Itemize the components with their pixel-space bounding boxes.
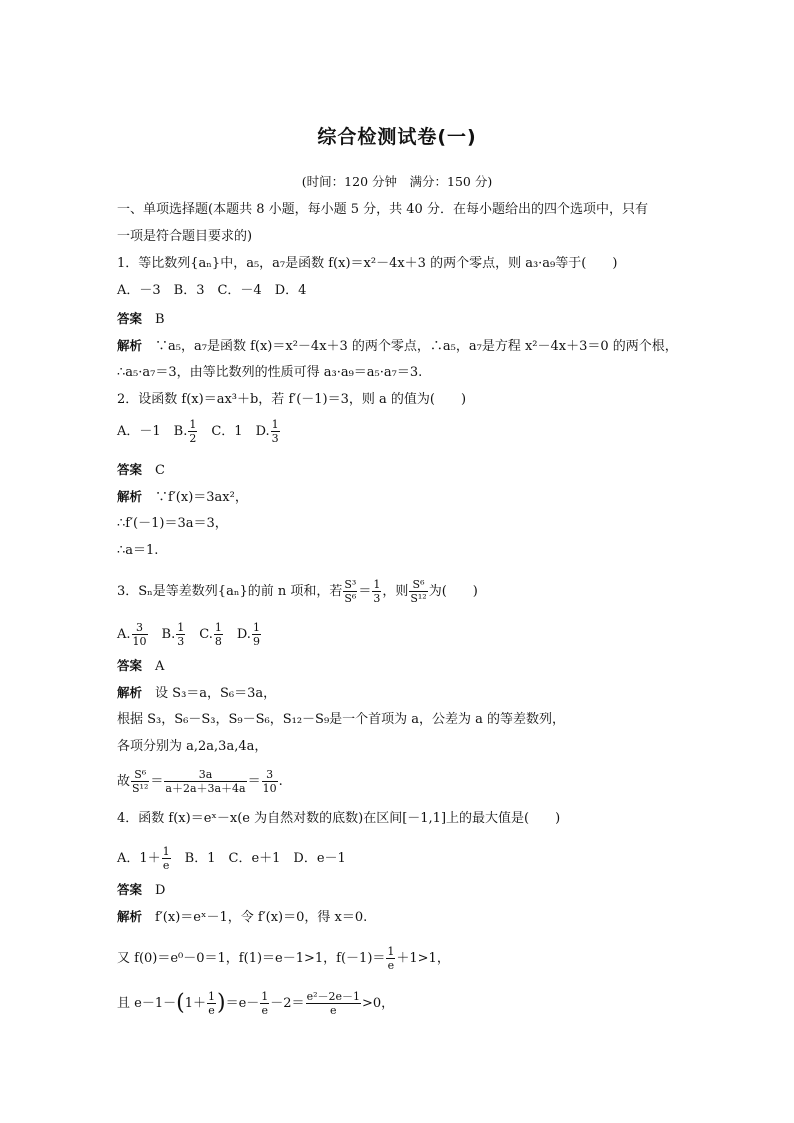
q3-stem-text: 为( ) [428, 584, 478, 599]
q4-solution-text-1: f′(x)＝eˣ－1，令 f′(x)＝0，得 x＝0. [155, 910, 368, 925]
fraction [176, 621, 185, 648]
answer-label: 答案 [117, 658, 143, 673]
q4-solution-text: ＝e－ [225, 996, 260, 1011]
q3-answer-line [117, 657, 164, 676]
q4-solution-line-1 [117, 908, 367, 927]
option-label: C. [186, 627, 213, 642]
denominator: e [261, 1004, 269, 1017]
q3-solution-line-2: 根据 S₃，S₆－S₃，S₉－S₆，S₁₂－S₉是一个首项为 a，公差为 a 的等差数列， [117, 712, 566, 727]
q4-solution-text: 且 e－1－ [117, 996, 177, 1011]
fraction [188, 418, 197, 445]
q2-answer: C [155, 463, 165, 478]
fraction [214, 621, 223, 648]
fraction [343, 578, 357, 605]
equals-sign: ＝ [358, 584, 372, 599]
denominator: e [162, 859, 170, 872]
denominator: S¹² [410, 592, 427, 605]
q2-solution-text-1: ∵f′(x)＝3ax²， [155, 490, 248, 505]
fraction [262, 768, 278, 795]
fraction [386, 945, 395, 972]
q3-solution-text: 故 [117, 774, 131, 789]
q4-stem: 4．函数 f(x)＝eˣ－x(e 为自然对数的底数)在区间[－1,1]上的最大值是( ) [117, 811, 561, 826]
q2-answer-line [117, 461, 165, 480]
q3-answer: A [155, 659, 165, 674]
q3-solution-text-1: 设 S₃＝a，S₆＝3a， [155, 686, 277, 701]
equals-sign: ＝ [247, 774, 261, 789]
numerator: 1 [189, 418, 197, 431]
numerator: 1 [373, 578, 381, 591]
q4-option-b-d: B．1 C．e＋1 D．e－1 [171, 851, 346, 866]
q2-option-c-d: C．1 D. [198, 424, 270, 439]
q1-options: A．－3 B．3 C．－4 D．4 [117, 283, 307, 298]
q2-solution-line-3: ∴a＝1. [117, 543, 159, 558]
numerator: 3 [132, 621, 148, 635]
right-paren: ) [216, 990, 226, 1016]
denominator: 8 [214, 635, 222, 648]
fraction [132, 621, 148, 648]
numerator: S⁶ [409, 578, 427, 592]
answer-label: 答案 [117, 311, 143, 326]
denominator: 3 [271, 432, 279, 445]
denominator: e [330, 1004, 337, 1017]
q4-solution-line-2 [117, 945, 450, 972]
q4-option-a: A．1＋ [117, 851, 161, 866]
numerator: 3a [164, 768, 246, 782]
numerator: 1 [214, 621, 222, 634]
denominator: 3 [373, 592, 381, 605]
fraction [164, 768, 246, 795]
q4-answer: D [155, 883, 166, 898]
denominator: e [208, 1004, 215, 1017]
equals-sign: ＝ [150, 774, 164, 789]
numerator: 1 [387, 945, 395, 958]
fraction [271, 418, 280, 445]
section-heading-line-2: 一项是符合题目要求的) [117, 229, 253, 244]
answer-label: 答案 [117, 462, 143, 477]
q3-stem-text: 3．Sₙ是等差数列{aₙ}的前 n 项和，若 [117, 584, 343, 599]
denominator: S⁶ [344, 592, 357, 605]
numerator: 1 [261, 990, 269, 1003]
fraction [131, 768, 149, 795]
q4-solution-line-3 [117, 990, 394, 1017]
q1-answer: B [155, 312, 165, 327]
q1-stem: 1．等比数列{aₙ}中，a₅，a₇是函数 f(x)＝x²－4x＋3 的两个零点，则 a₃·a₉等于( ) [117, 256, 618, 271]
denominator: 3 [177, 635, 185, 648]
numerator: 3 [262, 768, 278, 782]
solution-label: 解析 [117, 489, 143, 504]
q1-answer-line [117, 310, 165, 329]
denominator: a＋2a＋3a＋4a [165, 782, 246, 795]
q3-stem [117, 578, 478, 605]
numerator: 1 [252, 621, 260, 634]
fraction [306, 990, 361, 1017]
option-label: A. [117, 627, 131, 642]
q3-solution-line-1 [117, 684, 276, 703]
q4-solution-text: >0， [362, 996, 395, 1011]
denominator: 2 [189, 432, 197, 445]
q2-options [117, 418, 281, 445]
fraction [260, 990, 269, 1017]
denominator: e [387, 959, 395, 972]
numerator: 1 [207, 990, 215, 1003]
denominator: 9 [252, 635, 260, 648]
q2-solution-line-1 [117, 488, 248, 507]
fraction [372, 578, 381, 605]
q2-option-a-b: A．－1 B. [117, 424, 188, 439]
denominator: 10 [262, 782, 277, 795]
q4-options [117, 845, 346, 872]
fraction [162, 845, 171, 872]
q1-solution-line-1 [117, 337, 678, 356]
exam-info: (时间：120 分钟 满分：150 分) [301, 174, 493, 189]
answer-label: 答案 [117, 882, 143, 897]
fraction [252, 621, 261, 648]
q4-answer-line [117, 881, 165, 900]
fraction [207, 990, 216, 1017]
numerator: e²－2e－1 [306, 990, 360, 1003]
solution-label: 解析 [117, 338, 143, 353]
solution-label: 解析 [117, 685, 143, 700]
q4-solution-text: －2＝ [270, 996, 305, 1011]
option-label: B. [148, 627, 176, 642]
denominator: S¹² [132, 782, 149, 795]
q3-solution-line-3: 各项分别为 a,2a,3a,4a， [117, 739, 268, 754]
q4-solution-text: 又 f(0)＝e⁰－0＝1，f(1)＝e－1>1，f(－1)＝ [117, 951, 386, 966]
q2-stem: 2．设函数 f(x)＝ax³＋b，若 f′(－1)＝3，则 a 的值为( ) [117, 392, 467, 407]
left-paren: ( [176, 990, 185, 1016]
solution-label: 解析 [117, 909, 143, 924]
section-heading-line-1: 一、单项选择题(本题共 8 小题，每小题 5 分，共 40 分．在每小题给出的四个选项中，只有 [117, 202, 648, 217]
q3-options [117, 621, 262, 648]
numerator: 1 [177, 621, 185, 634]
fraction [409, 578, 427, 605]
q4-solution-text: 1＋ [184, 996, 206, 1011]
q2-solution-line-2: ∴f′(－1)＝3a＝3， [117, 516, 228, 531]
q1-solution-line-2: ∴a₅·a₇＝3，由等比数列的性质可得 a₃·a₉＝a₅·a₇＝3. [117, 365, 423, 380]
option-label: D. [223, 627, 251, 642]
denominator: 10 [132, 635, 147, 648]
q3-solution-line-4 [117, 768, 283, 795]
period: . [278, 774, 283, 789]
numerator: 1 [271, 418, 279, 431]
q1-solution-text-1: ∵a₅，a₇是函数 f(x)＝x²－4x＋3 的两个零点，∴a₅，a₇是方程 x²－4x＋3＝0 的两个根， [155, 339, 678, 354]
q3-stem-text: ，则 [382, 584, 409, 599]
q4-solution-text: ＋1>1， [396, 951, 450, 966]
numerator: S³ [344, 578, 357, 591]
numerator: S⁶ [131, 768, 149, 782]
page-title: 综合检测试卷(一) [317, 126, 477, 148]
numerator: 1 [162, 845, 170, 858]
